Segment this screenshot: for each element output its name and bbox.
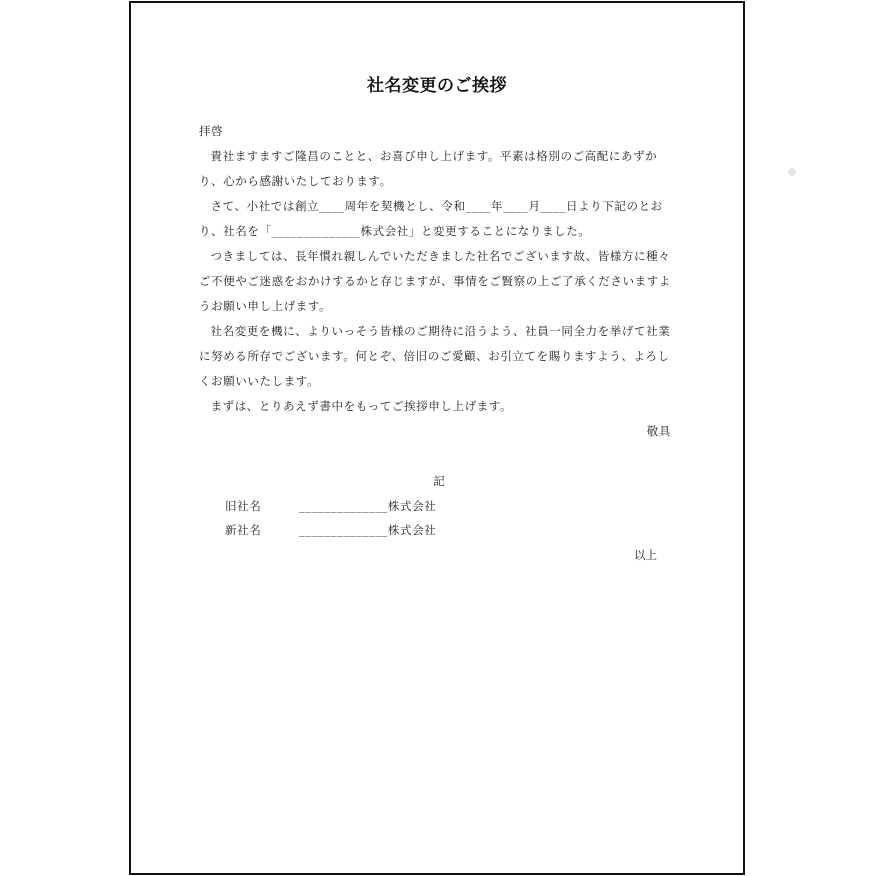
document-page — [129, 1, 745, 875]
letter-body — [199, 119, 677, 444]
paragraph-announcement: さて、小社では創立____周年を契機とし、令和____年____月____日より下記のとおり、社名を「______________株式会社」と変更することになりました。 — [199, 199, 663, 238]
record-label: 新社名 — [225, 523, 262, 537]
record-old-name — [225, 494, 436, 519]
record-value: ______________株式会社 — [299, 523, 437, 537]
paragraph-conclusion: まずは、とりあえず書中をもってご挨拶申し上げます。 — [210, 399, 513, 413]
paragraph-apology: つきましては、長年慣れ親しんでいただきました社名でございます故、皆様方に種々ご不便やご迷惑をおかけするかと存じますが、事情をご賢察の上ご了承くださいますようお願い申し上げます。 — [199, 249, 671, 313]
end-mark: 以上 — [634, 548, 657, 562]
paragraph-greeting: 貴社ますますご隆昌のことと、お喜び申し上げます。平素は格別のご高配にあずかり、心から感謝いたしております。 — [199, 149, 658, 188]
record-new-name — [225, 518, 436, 543]
document-title: 社名変更のご挨拶 — [367, 76, 507, 96]
ki-heading: 記 — [433, 474, 445, 488]
decorative-dot — [788, 168, 796, 176]
record-value: ______________株式会社 — [299, 499, 437, 513]
closing-phrase: 敬具 — [646, 424, 671, 438]
paragraph-commitment: 社名変更を機に、よりいっそう皆様のご期待に沿うよう、社員一同全力を挙げて社業に努める所存でございます。何とぞ、倍旧のご愛顧、お引立てを賜りますよう、よろしくお願いいたします。 — [199, 324, 671, 388]
salutation: 拝啓 — [199, 124, 224, 138]
record-label: 旧社名 — [225, 499, 262, 513]
